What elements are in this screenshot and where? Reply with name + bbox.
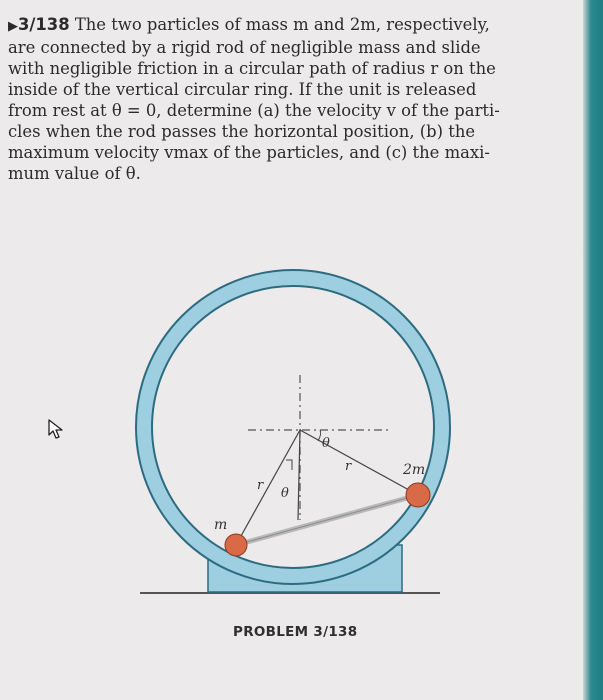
problem-line-2: are connected by a rigid rod of negligible mass and slide <box>8 38 481 57</box>
label-theta-mid: θ <box>281 486 289 501</box>
problem-line-1: ▶3/138 The two particles of mass m and 2m, respectively, <box>8 15 490 34</box>
particle-2m <box>406 483 430 507</box>
label-theta-top: θ <box>322 436 330 451</box>
problem-line-7: maximum velocity vmax of the particles, and (c) the maxi- <box>8 143 490 162</box>
particle-m <box>225 534 247 556</box>
label-2m: 2m <box>403 462 426 478</box>
label-r-left: r <box>257 478 264 493</box>
problem-statement <box>8 14 572 184</box>
problem-marker-icon: ▶ <box>8 19 18 34</box>
problem-line-5: from rest at θ = 0, determine (a) the velocity v of the parti- <box>8 101 500 120</box>
label-m: m <box>214 517 228 533</box>
ring-inner <box>152 286 434 568</box>
problem-number: 3/138 <box>18 15 70 34</box>
problem-line-3: with negligible friction in a circular path of radius r on the <box>8 59 496 78</box>
background-edge <box>583 0 603 700</box>
figure-caption: PROBLEM 3/138 <box>233 624 358 640</box>
problem-line-8: mum value of θ. <box>8 164 141 183</box>
problem-line-6: cles when the rod passes the horizontal position, (b) the <box>8 122 476 141</box>
problem-line-4: inside of the vertical circular ring. If the unit is released <box>8 80 477 99</box>
ring-diagram <box>0 236 583 656</box>
pointer-cursor-icon <box>47 418 65 440</box>
label-r-right: r <box>345 459 352 474</box>
